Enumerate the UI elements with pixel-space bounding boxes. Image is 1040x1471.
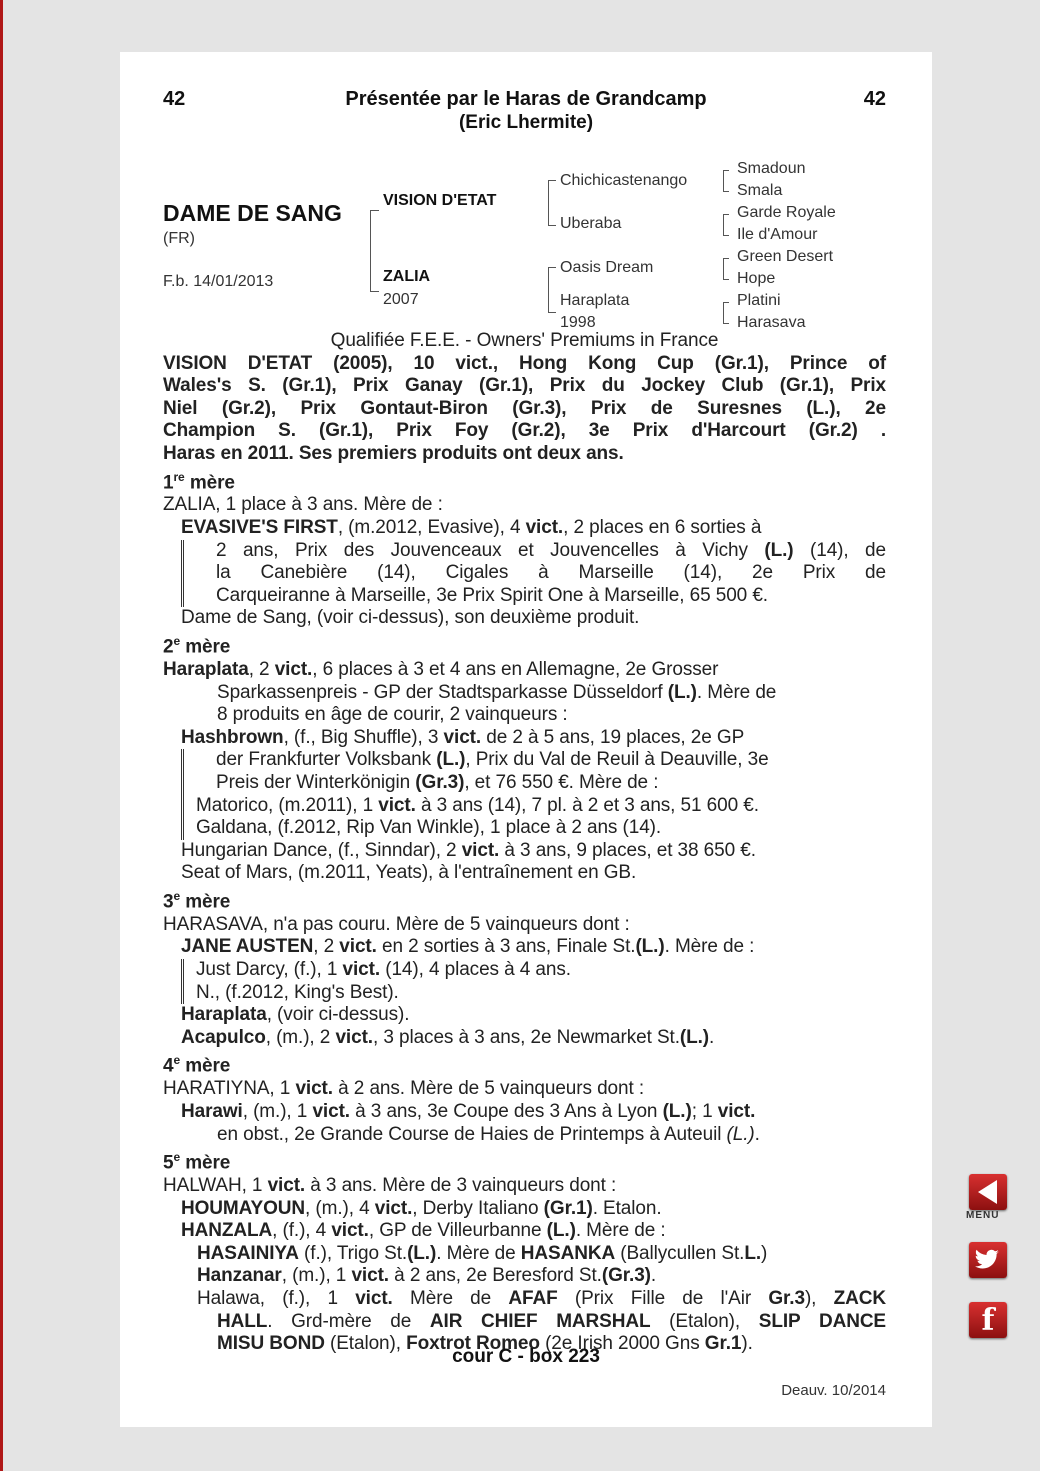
grandsire-1: Chichicastenango xyxy=(560,172,688,189)
great-grand-parent-5: Green Desert xyxy=(737,248,834,265)
granddam-2-year: 1998 xyxy=(560,314,596,331)
produce-jane-austen: JANE AUSTEN, 2 vict. en 2 sorties à 3 ans, Finale St.(L.). Mère de : xyxy=(181,936,755,958)
produce-matorico: Matorico, (m.2011), 1 vict. à 3 ans (14), 7 pl. à 2 et 3 ans, 51 600 €. xyxy=(196,794,759,816)
great-grand-parent-3: Garde Royale xyxy=(737,204,836,221)
fourth-dam-heading: 4e mère xyxy=(163,1053,231,1077)
pedigree-bracket-main xyxy=(370,210,379,292)
third-dam-intro: HARASAVA, n'a pas couru. Mère de 5 vainqueurs dont : xyxy=(163,913,630,935)
produce-houmayoun: HOUMAYOUN, (m.), 4 vict., Derby Italiano (Gr.1). Etalon. xyxy=(181,1197,662,1219)
produce-just-darcy: Just Darcy, (f.), 1 vict. (14), 4 places à 4 ans. xyxy=(196,959,571,981)
sire-paragraph: VISION D'ETAT (2005), 10 vict., Hong Kong Cup (Gr.1), Prince of Wales's S. (Gr.1), Prix Ganay (Gr.1), Prix du Jockey Club (Gr.1), Prix Niel (Gr.2), Prix Gontaut-Biron (Gr.3), Prix de Suresnes (L.), 2e Champion S. (Gr.1), Prix Foy (Gr.2), 3e Prix d'Harcourt (Gr.2) . Haras en 2011. Ses premiers produits ont deux ans. xyxy=(163,352,886,464)
sire-name: VISION D'ETAT xyxy=(383,192,497,209)
bracket-ggs-3 xyxy=(723,258,729,280)
menu-button[interactable] xyxy=(969,1174,1007,1210)
produce-hashbrown: Hashbrown, (f., Big Shuffle), 3 vict. de 2 à 5 ans, 19 places, 2e GP xyxy=(181,726,745,748)
produce-halawa: Halawa, (f.), 1 vict. Mère de AFAF (Prix Fille de l'Air Gr.3), ZACK xyxy=(197,1287,886,1309)
produce-dame-de-sang: Dame de Sang, (voir ci-dessus), son deuxième produit. xyxy=(181,607,640,629)
facebook-button[interactable] xyxy=(969,1302,1007,1338)
great-grand-parent-4: Ile d'Amour xyxy=(737,226,818,243)
stable-location: cour C - box 223 xyxy=(452,1346,600,1367)
bracket-ggs-2 xyxy=(723,214,729,236)
qualification-line: Qualifiée F.E.E. - Owners' Premiums in France xyxy=(330,330,719,351)
great-grand-parent-1: Smadoun xyxy=(737,160,806,177)
catalog-page xyxy=(120,52,932,1427)
pedigree-bracket-sire xyxy=(548,180,556,226)
great-grand-parent-2: Smala xyxy=(737,182,783,199)
third-dam-heading: 3e mère xyxy=(163,888,231,913)
granddam-2: Haraplata xyxy=(560,292,630,309)
twitter-button[interactable] xyxy=(969,1242,1007,1278)
produce-halawa-line3: MISU BOND (Etalon), Foxtrot Romeo (2e Irish 2000 Gns Gr.1). xyxy=(217,1333,753,1355)
bracket-ggs-4 xyxy=(723,302,729,324)
evasives-first-details: 2 ans, Prix des Jouvenceaux et Jouvencelles à Vichy (L.) (14), de la Canebière (14), Cigales à Marseille (14), 2e Prix de Carqueiranne à Marseille, 3e Prix Spirit One à Marseille, 65 500 €. xyxy=(181,540,886,608)
dam-name: ZALIA xyxy=(383,268,431,285)
produce-hanzala: HANZALA, (f.), 4 vict., GP de Villeurbanne (L.). Mère de : xyxy=(181,1220,666,1242)
fifth-dam-intro: HALWAH, 1 vict. à 3 ans. Mère de 3 vainqueurs dont : xyxy=(163,1175,617,1197)
consignor-title: Présentée par le Haras de Grandcamp xyxy=(345,88,707,110)
first-dam-intro: ZALIA, 1 place à 3 ans. Mère de : xyxy=(163,494,443,516)
horse-details: F.b. 14/01/2013 xyxy=(163,273,274,290)
lot-number-right: 42 xyxy=(863,88,886,110)
produce-evasives-first: EVASIVE'S FIRST, (m.2012, Evasive), 4 vict., 2 places en 6 sorties à xyxy=(181,517,762,539)
produce-seat-of-mars: Seat of Mars, (m.2011, Yeats), à l'entraînement en GB. xyxy=(181,862,637,884)
bracket-ggs-1 xyxy=(723,170,729,192)
menu-label: MENU xyxy=(966,1210,1000,1221)
catalog-date: Deauv. 10/2014 xyxy=(781,1382,886,1399)
great-grand-parent-7: Platini xyxy=(737,292,781,309)
first-dam-heading: 1re mère xyxy=(163,469,235,493)
jane-austen-produce xyxy=(181,959,886,1004)
produce-n: N., (f.2012, King's Best). xyxy=(196,981,399,1003)
pedigree-bracket-dam xyxy=(548,267,556,313)
pedigree-text xyxy=(163,330,886,1356)
facebook-icon: f xyxy=(981,1303,995,1338)
triangle-left-icon xyxy=(969,1174,1007,1210)
produce-hasainiya: HASAINIYA (f.), Trigo St.(L.). Mère de HASANKA (Ballycullen St.L.) xyxy=(197,1242,768,1264)
fourth-dam-intro: HARATIYNA, 1 vict. à 2 ans. Mère de 5 vainqueurs dont : xyxy=(163,1078,645,1100)
produce-hanzanar: Hanzanar, (m.), 1 vict. à 2 ans, 2e Beresford St.(Gr.3). xyxy=(197,1265,657,1287)
twitter-bird-icon xyxy=(969,1242,1007,1278)
hashbrown-details: der Frankfurter Volksbank (L.), Prix du Val de Reuil à Deauville, 3e Preis der Winterkönigin (Gr.3), et 76 550 €. Mère de : xyxy=(181,749,886,794)
horse-name: DAME DE SANG xyxy=(163,200,342,226)
fifth-dam-heading: 5e mère xyxy=(163,1150,231,1174)
left-edge-rule xyxy=(0,0,3,1471)
dam-year: 2007 xyxy=(383,291,419,308)
lot-number-left: 42 xyxy=(163,88,186,110)
grandsire-2: Oasis Dream xyxy=(560,259,654,276)
consignor-subtitle: (Eric Lhermite) xyxy=(458,112,594,133)
second-dam-heading: 2e mère xyxy=(163,634,231,658)
granddam-1: Uberaba xyxy=(560,215,622,232)
produce-acapulco: Acapulco, (m.), 2 vict., 3 places à 3 ans, 2e Newmarket St.(L.). xyxy=(181,1026,715,1048)
produce-harawi: Harawi, (m.), 1 vict. à 3 ans, 3e Coupe des 3 Ans à Lyon (L.); 1 vict. en obst., 2e Grande Course de Haies de Printemps à Auteuil (L.). xyxy=(181,1100,760,1145)
great-grand-parent-6: Hope xyxy=(737,270,776,287)
produce-galdana: Galdana, (f.2012, Rip Van Winkle), 1 place à 2 ans (14). xyxy=(196,817,662,839)
second-dam-entry: Haraplata, 2 vict., 6 places à 3 et 4 ans en Allemagne, 2e Grosser Sparkassenpreis - GP der Stadtsparkasse Düsseldorf (L.). Mère de 8 produits en âge de courir, 2 vainqueurs : xyxy=(163,658,777,726)
produce-haraplata-ref: Haraplata, (voir ci-dessus). xyxy=(181,1004,410,1026)
horse-country: (FR) xyxy=(163,230,195,247)
produce-halawa-line2: HALL. Grd-mère de AIR CHIEF MARSHAL (Etalon), SLIP DANCE xyxy=(217,1310,887,1332)
great-grand-parent-8: Harasava xyxy=(737,314,806,331)
produce-hungarian-dance: Hungarian Dance, (f., Sinndar), 2 vict. à 3 ans, 9 places, et 38 650 €. xyxy=(181,839,756,861)
hashbrown-produce xyxy=(181,795,886,840)
